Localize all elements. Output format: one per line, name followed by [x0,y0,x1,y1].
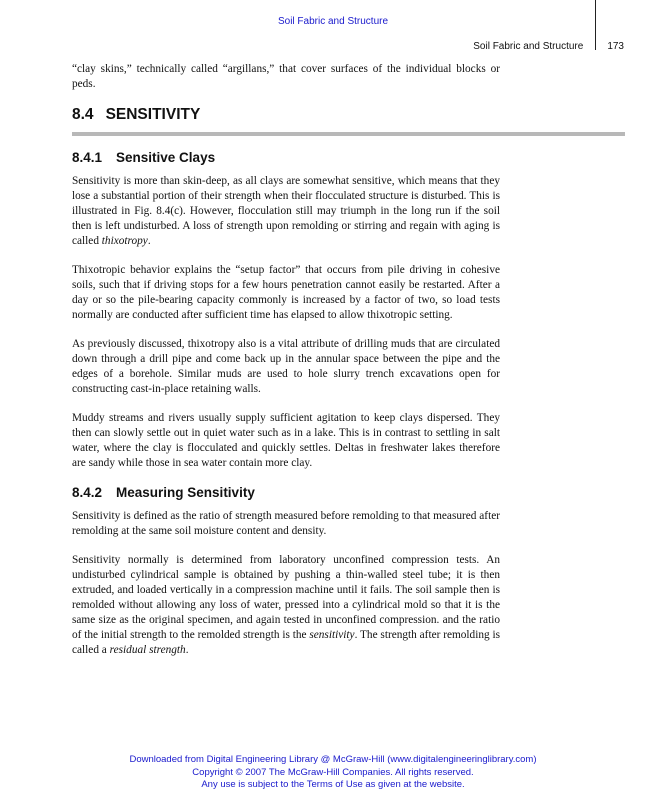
subsection-title: Measuring Sensitivity [116,485,255,500]
paragraph-text: . The strength after remolding is called a [72,629,501,656]
section-rule [72,132,625,136]
paragraph [72,553,500,658]
paragraph-text: Sensitivity normally is determined from laboratory unconfined compression tests. An undisturbed cylindrical sample is obtained by pushing a thin-walled steel tube; it is then extruded, and loaded vertically in a compression machine until it fails. The soil sample then is remolded without allowing any loss of water, pressed into a cylindrical mold so that it is the same size as the original specimen, and again tested in unconfined compression. and the ratio of the initial strength to the remolded strength is the [72,554,500,641]
paragraph [72,174,500,249]
footer-terms-link[interactable]: Any use is subject to the Terms of Use as given at the website. [201,779,465,790]
paragraph: Sensitivity is defined as the ratio of strength measured before remolding to that measured after remolding at the same soil moisture content and density. [72,510,500,537]
page-number: 173 [607,41,624,52]
footer-copyright: Copyright © 2007 The McGraw-Hill Companies. All rights reserved. [192,766,474,778]
paragraph: As previously discussed, thixotropy also is a vital attribute of drilling muds that are circulated down through a drill pipe and come back up in the annular space between the pipe and the edges of a borehole. Similar muds are used to hole slurry trench excavations open for constructing cast-in-place retaining walls. [72,338,500,395]
paragraph-end: . [185,644,189,656]
running-head [473,41,624,52]
term-thixotropy: thixotropy [101,235,148,247]
footer-download-link[interactable]: Downloaded from Digital Engineering Library @ McGraw-Hill (www.digitalengineeringlibrary.com) [129,754,537,765]
term-residual-strength: residual strength [109,644,186,656]
subsection-heading-2 [72,485,500,500]
footer [0,754,666,792]
section-title: SENSITIVITY [105,106,201,123]
subsection-title: Sensitive Clays [116,150,216,165]
section-number: 8.4 [72,106,94,123]
paragraph-text: Sensitivity is more than skin-deep, as all clays are somewhat sensitive, which means that they lose a substantial portion of their strength when their flocculated structure is disturbed. This is illustrated in Fig. 8.4(c). However, flocculation still may triumph in the long run if the soil then is left undisturbed. A loss of strength upon remolding or stirring and regain with aging is called [72,175,500,247]
intro-paragraph: “clay skins,” technically called “argillans,” that cover surfaces of the individual blocks or peds. [72,63,500,90]
subsection-number: 8.4.1 [72,150,103,165]
subsection-heading-1 [72,150,500,165]
chapter-link[interactable]: Soil Fabric and Structure [277,16,389,27]
subsection-number: 8.4.2 [72,485,103,500]
running-title: Soil Fabric and Structure [473,41,584,52]
page-body [72,62,500,672]
paragraph-end: . [147,235,151,247]
paragraph: Thixotropic behavior explains the “setup factor” that occurs from pile driving in cohesive soils, such that if driving stops for a few hours penetration cannot easily be restarted. After a day or so the pile-bearing capacity commonly is increased by a factor of two, so load tests normally are conducted after sufficient time has elapsed to allow thixotropic setting. [72,264,500,321]
section-heading [72,106,500,128]
paragraph: Muddy streams and rivers usually supply sufficient agitation to keep clays dispersed. They then can slowly settle out in quiet water such as in a lake. This is in contrast to settling in salt water, where the clay is flocculated and quickly settles. Deltas in freshwater lakes therefore are sandy while those in sea water contain more clay. [72,412,500,469]
term-sensitivity: sensitivity [309,629,355,641]
